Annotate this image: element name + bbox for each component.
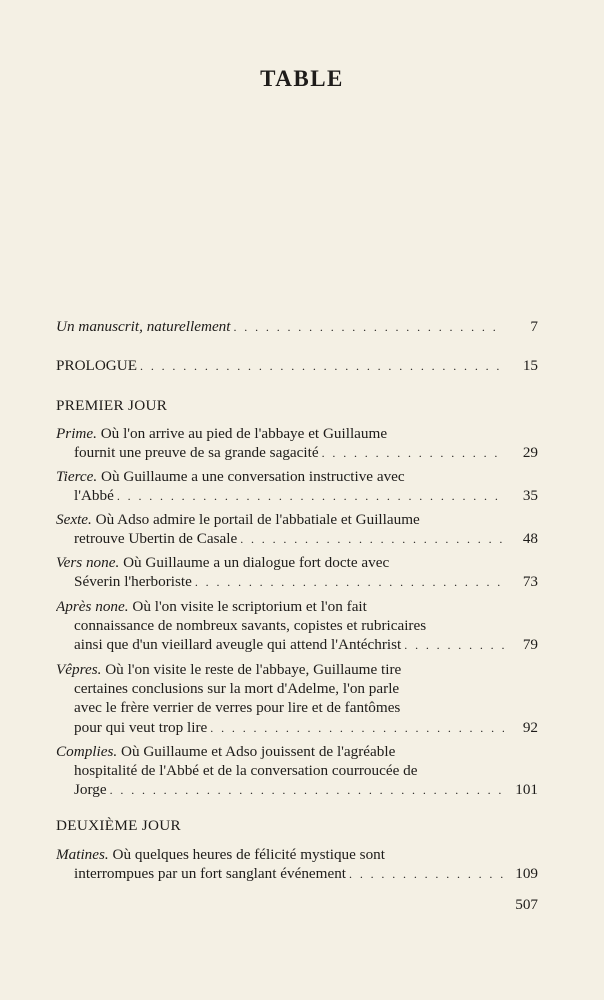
leader-dots	[240, 530, 504, 549]
toc-entry-apres-none[interactable]	[56, 597, 538, 656]
page-title: TABLE	[260, 66, 344, 91]
page-number: 92	[522, 718, 538, 736]
entry-text: ainsi que d'un vieillard aveugle qui attend l'Antéchrist	[74, 636, 402, 654]
page-number: 35	[522, 487, 538, 505]
leader-dots	[210, 719, 504, 738]
hour-label: Matines.	[56, 846, 109, 863]
hour-label: Sexte.	[56, 511, 92, 528]
page-number: 7	[530, 318, 538, 335]
hour-label: Tierce.	[56, 468, 98, 485]
toc-entry-vers-none[interactable]	[56, 553, 538, 592]
entry-text: pour qui veut trop lire	[74, 718, 208, 736]
entry-text: Où Guillaume a une conversation instructive avec	[101, 468, 405, 485]
hour-label: Vers none.	[56, 554, 120, 571]
page-number: 73	[522, 573, 538, 591]
hour-label: Complies.	[56, 743, 118, 760]
entry-text: Où quelques heures de félicité mystique sont	[112, 846, 385, 863]
entry-text: certaines conclusions sur la mort d'Adelme, l'on parle	[74, 680, 400, 698]
entry-title: PROLOGUE	[56, 357, 138, 374]
entry-text: Où l'on visite le scriptorium et l'on fait	[132, 598, 367, 615]
toc-entry-complies[interactable]	[56, 742, 538, 801]
page-number: 29	[522, 444, 538, 462]
page-number: 101	[515, 781, 538, 799]
entry-text: retrouve Ubertin de Casale	[74, 530, 238, 548]
folio-number: 507	[515, 896, 538, 913]
entry-text: Où l'on arrive au pied de l'abbaye et Guillaume	[100, 425, 388, 442]
page-number: 79	[522, 636, 538, 654]
entry-text: Où Guillaume et Adso jouissent de l'agréable	[120, 743, 396, 760]
entry-title: Un manuscrit, naturellement	[56, 318, 231, 335]
leader-dots	[349, 865, 504, 884]
toc-entry-prime[interactable]	[56, 424, 538, 463]
toc-entry-tierce[interactable]	[56, 467, 538, 506]
section-heading-day-2: DEUXIÈME JOUR	[56, 817, 181, 834]
page-number: 48	[522, 530, 538, 548]
page-number: 109	[515, 865, 538, 883]
toc-entry-vepres[interactable]	[56, 660, 538, 738]
hour-label: Vêpres.	[56, 661, 102, 678]
leader-dots	[404, 636, 504, 655]
page-number: 15	[522, 357, 538, 374]
entry-text: avec le frère verrier de verres pour lire et de fantômes	[74, 699, 401, 717]
leader-dots	[234, 318, 505, 337]
leader-dots	[322, 444, 504, 463]
leader-dots	[195, 573, 504, 592]
entry-text: interrompues par un fort sanglant événement	[74, 865, 347, 883]
entry-text: fournit une preuve de sa grande sagacité	[74, 444, 319, 462]
toc-entry-prologue[interactable]	[56, 356, 538, 376]
entry-text: Où l'on visite le reste de l'abbaye, Guillaume tire	[105, 661, 402, 678]
entry-text: Où Adso admire le portail de l'abbatiale et Guillaume	[95, 511, 420, 528]
leader-dots	[140, 357, 504, 376]
entry-text: connaissance de nombreux savants, copistes et rubricaires	[74, 617, 427, 635]
entry-text: hospitalité de l'Abbé et de la conversation courroucée de	[74, 762, 418, 780]
toc-entry-manuscrit[interactable]	[56, 317, 538, 337]
toc-entry-sexte[interactable]	[56, 510, 538, 549]
entry-text: Jorge	[74, 781, 107, 799]
entry-text: Où Guillaume a un dialogue fort docte avec	[123, 554, 390, 571]
hour-label: Prime.	[56, 425, 97, 442]
section-heading-day-1: PREMIER JOUR	[56, 397, 168, 414]
entry-text: Séverin l'herboriste	[74, 573, 192, 591]
leader-dots	[110, 781, 504, 800]
toc-entry-matines[interactable]	[56, 845, 538, 884]
leader-dots	[117, 487, 504, 506]
hour-label: Après none.	[56, 598, 129, 615]
entry-text: l'Abbé	[74, 487, 114, 505]
